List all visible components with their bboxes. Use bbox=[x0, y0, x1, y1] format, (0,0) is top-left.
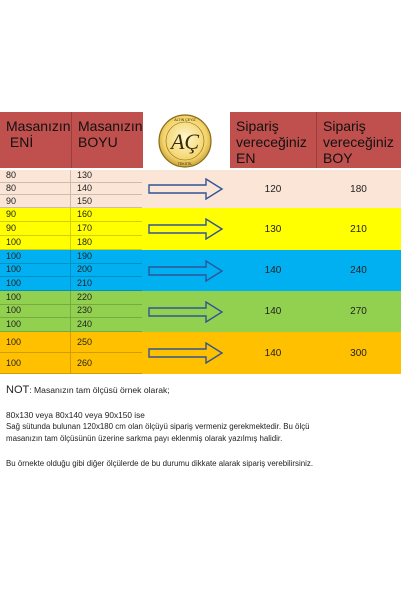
table-cell-masa-boyu: 240 bbox=[71, 318, 142, 332]
header-masa-boyu-line1: Masanızın bbox=[78, 118, 143, 134]
result-siparis-boy: 270 bbox=[350, 306, 367, 317]
table-cell-masa-boyu: 160 bbox=[71, 208, 142, 222]
svg-text:AÇ: AÇ bbox=[170, 129, 200, 154]
table-cell-masa-eni: 100 bbox=[0, 250, 71, 264]
table-cell-masa-boyu: 260 bbox=[71, 353, 142, 374]
note-line-3: masanızın tam ölçüsünün üzerine sarkma payı eklenmiş olarak yazılmış halidir. bbox=[6, 434, 283, 443]
table-cell-masa-boyu: 150 bbox=[71, 195, 142, 208]
right-arrow-icon bbox=[148, 342, 224, 364]
table-cell-masa-eni: 100 bbox=[0, 318, 71, 332]
table-cell-masa-eni: 80 bbox=[0, 183, 71, 196]
right-arrow-icon bbox=[148, 178, 224, 200]
svg-text:ALTIN ÇEYİZ: ALTIN ÇEYİZ bbox=[174, 118, 196, 122]
header-masa-boyu-line2: BOYU bbox=[78, 134, 118, 150]
right-arrow-icon bbox=[148, 218, 224, 240]
table-cell-masa-boyu: 220 bbox=[71, 291, 142, 305]
header-siparis-en-line2: vereceğiniz bbox=[236, 134, 307, 150]
table-cell-masa-eni: 80 bbox=[0, 170, 71, 183]
size-group bbox=[0, 250, 401, 291]
table-cell-masa-boyu: 140 bbox=[71, 183, 142, 196]
size-group bbox=[0, 170, 401, 208]
table-cell-masa-boyu: 190 bbox=[71, 250, 142, 264]
table-cell-masa-boyu: 210 bbox=[71, 277, 142, 291]
table-cell-masa-eni: 90 bbox=[0, 208, 71, 222]
table-cell-masa-boyu: 200 bbox=[71, 264, 142, 278]
note-line-1: 80x130 veya 80x140 veya 90x150 ise bbox=[6, 410, 145, 420]
table-cell-masa-boyu: 180 bbox=[71, 236, 142, 250]
result-siparis-boy: 180 bbox=[350, 183, 367, 195]
table-cell-masa-boyu: 250 bbox=[71, 332, 142, 353]
note-title-rest: : Masanızın tam ölçüsü örnek olarak; bbox=[29, 385, 170, 395]
header-siparis-boy-line1: Sipariş bbox=[323, 118, 366, 134]
result-siparis-boy: 210 bbox=[350, 223, 367, 235]
header-siparis-boy bbox=[316, 112, 401, 168]
header-masa-eni-line1: Masanızın bbox=[6, 118, 71, 134]
table-cell-masa-boyu: 170 bbox=[71, 222, 142, 236]
right-arrow-icon bbox=[148, 301, 224, 323]
table-cell-masa-eni: 100 bbox=[0, 291, 71, 305]
note-title bbox=[6, 384, 170, 397]
table-cell-masa-eni: 90 bbox=[0, 195, 71, 208]
note-title-bold: NOT bbox=[6, 384, 30, 396]
size-group bbox=[0, 332, 401, 374]
table-cell-masa-eni: 100 bbox=[0, 305, 71, 319]
table-cell-masa-boyu: 230 bbox=[71, 305, 142, 319]
result-siparis-en: 130 bbox=[264, 223, 282, 235]
table-cell-masa-eni: 100 bbox=[0, 353, 71, 374]
header-masa-eni-line2: ENİ bbox=[6, 134, 34, 150]
size-group bbox=[0, 208, 401, 250]
result-siparis-en: 120 bbox=[264, 183, 282, 195]
table-cell-masa-eni: 100 bbox=[0, 332, 71, 353]
right-arrow-icon bbox=[148, 260, 224, 282]
header-siparis-en-line3: EN bbox=[236, 150, 256, 166]
brand-logo bbox=[150, 113, 220, 169]
header-siparis-boy-line2: vereceğiniz bbox=[323, 134, 394, 150]
result-siparis-boy: 240 bbox=[350, 265, 367, 276]
result-siparis-boy: 300 bbox=[350, 347, 367, 359]
result-siparis-en: 140 bbox=[264, 306, 282, 317]
result-siparis-en: 140 bbox=[264, 347, 282, 359]
result-siparis-en: 140 bbox=[264, 265, 282, 276]
table-cell-masa-eni: 100 bbox=[0, 264, 71, 278]
header-masa-boyu bbox=[71, 112, 143, 168]
table-cell-masa-boyu: 130 bbox=[71, 170, 142, 183]
table-cell-masa-eni: 100 bbox=[0, 277, 71, 291]
table-cell-masa-eni: 100 bbox=[0, 236, 71, 250]
header-siparis-en bbox=[230, 112, 316, 168]
svg-text:TEKSTİL: TEKSTİL bbox=[177, 162, 193, 166]
table-cell-masa-eni: 90 bbox=[0, 222, 71, 236]
header-siparis-en-line1: Sipariş bbox=[236, 118, 279, 134]
header-siparis-boy-line3: BOY bbox=[323, 150, 353, 166]
note-line-2: Sağ sütunda bulunan 120x180 cm olan ölçüyü sipariş vermeniz gerekmektedir. Bu ölçü bbox=[6, 422, 310, 431]
note-line-4: Bu örnekte olduğu gibi diğer ölçülerde de bu durumu dikkate alarak sipariş verebilirsiniz. bbox=[6, 459, 314, 468]
size-group bbox=[0, 291, 401, 332]
header-masa-eni bbox=[0, 112, 71, 168]
